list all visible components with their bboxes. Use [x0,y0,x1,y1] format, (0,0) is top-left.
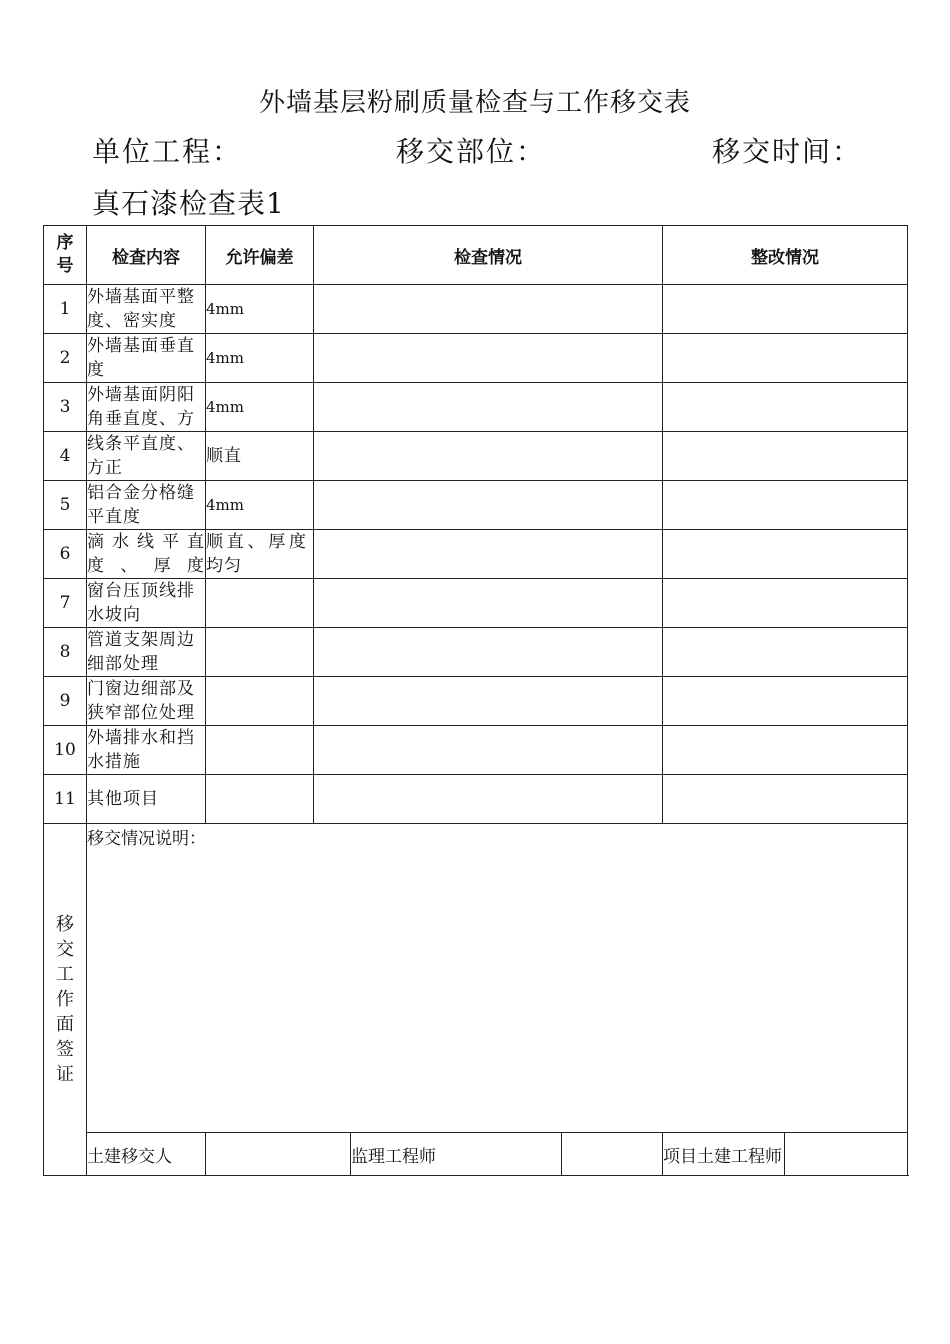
row-content: 线条平直度、方正 [87,432,206,481]
form-subtitle: 真石漆检查表1 [92,187,285,220]
table-row [44,579,908,628]
row-tolerance [206,726,314,775]
handover-notes-row [44,824,908,1133]
row-tolerance: 顺直 [206,432,314,481]
row-content: 滴水线平直度、厚度 [87,530,206,579]
civil-handover-label: 土建移交人 [87,1133,206,1176]
row-number: 5 [44,481,87,530]
inspection-cell[interactable] [314,677,663,726]
supervisor-label: 监理工程师 [351,1133,562,1176]
inspection-cell[interactable] [314,334,663,383]
inspection-cell[interactable] [314,628,663,677]
row-tolerance: 4mm [206,383,314,432]
row-content: 铝合金分格缝平直度 [87,481,206,530]
handover-location-label: 移交部位： [396,135,547,168]
row-number: 2 [44,334,87,383]
inspection-cell[interactable] [314,775,663,824]
header-rectification: 整改情况 [663,226,908,285]
row-content: 其他项目 [87,775,206,824]
rectification-cell[interactable] [663,530,908,579]
rectification-cell[interactable] [663,677,908,726]
row-content: 外墙基面阴阳角垂直度、方 [87,383,206,432]
table-row [44,530,908,579]
inspection-cell[interactable] [314,726,663,775]
row-number: 10 [44,726,87,775]
handover-vertical-text: 移 交 工 作 面 签 证 [56,914,74,1085]
row-content: 窗台压顶线排水坡向 [87,579,206,628]
inspection-cell[interactable] [314,383,663,432]
project-engineer-signature[interactable] [785,1133,908,1176]
rectification-cell[interactable] [663,481,908,530]
row-content: 外墙排水和挡水措施 [87,726,206,775]
handover-time-label: 移交时间： [712,135,863,168]
inspection-cell[interactable] [314,481,663,530]
row-content: 管道支架周边细部处理 [87,628,206,677]
row-content: 门窗边细部及狭窄部位处理 [87,677,206,726]
table-row [44,677,908,726]
table-row [44,726,908,775]
header-tolerance: 允许偏差 [206,226,314,285]
table-row [44,775,908,824]
table-row [44,334,908,383]
row-tolerance [206,677,314,726]
row-content: 外墙基面垂直度 [87,334,206,383]
inspection-cell[interactable] [314,285,663,334]
handover-notes-cell[interactable] [87,824,908,1133]
row-tolerance: 4mm [206,334,314,383]
inspection-cell[interactable] [314,579,663,628]
rectification-cell[interactable] [663,432,908,481]
handover-signature-label [44,824,87,1176]
row-tolerance [206,579,314,628]
unit-project-label: 单位工程： [92,135,243,168]
row-number: 6 [44,530,87,579]
row-tolerance [206,775,314,824]
table-row [44,285,908,334]
signature-row [44,1133,908,1176]
row-tolerance: 4mm [206,481,314,530]
rectification-cell[interactable] [663,285,908,334]
inspection-table [43,225,908,1176]
rectification-cell[interactable] [663,383,908,432]
table-header-row [44,226,908,285]
handover-notes-label: 移交情况说明： [87,829,206,849]
rectification-cell[interactable] [663,726,908,775]
row-number: 8 [44,628,87,677]
inspection-cell[interactable] [314,530,663,579]
civil-handover-signature[interactable] [206,1133,351,1176]
rectification-cell[interactable] [663,579,908,628]
header-inspection: 检查情况 [314,226,663,285]
page-title: 外墙基层粉刷质量检查与工作移交表 [258,88,691,118]
header-seq: 序 号 [44,226,87,285]
table-row [44,383,908,432]
row-number: 9 [44,677,87,726]
table-row [44,432,908,481]
row-tolerance [206,628,314,677]
row-number: 3 [44,383,87,432]
project-engineer-label: 项目土建工程师 [663,1133,785,1176]
row-content: 外墙基面平整度、密实度 [87,285,206,334]
table-row [44,628,908,677]
rectification-cell[interactable] [663,775,908,824]
header-content: 检查内容 [87,226,206,285]
rectification-cell[interactable] [663,334,908,383]
row-tolerance: 4mm [206,285,314,334]
inspection-cell[interactable] [314,432,663,481]
table-row [44,481,908,530]
rectification-cell[interactable] [663,628,908,677]
row-number: 4 [44,432,87,481]
row-number: 11 [44,775,87,824]
supervisor-signature[interactable] [562,1133,663,1176]
row-tolerance: 顺直、厚度均匀 [206,530,314,579]
row-number: 1 [44,285,87,334]
row-number: 7 [44,579,87,628]
